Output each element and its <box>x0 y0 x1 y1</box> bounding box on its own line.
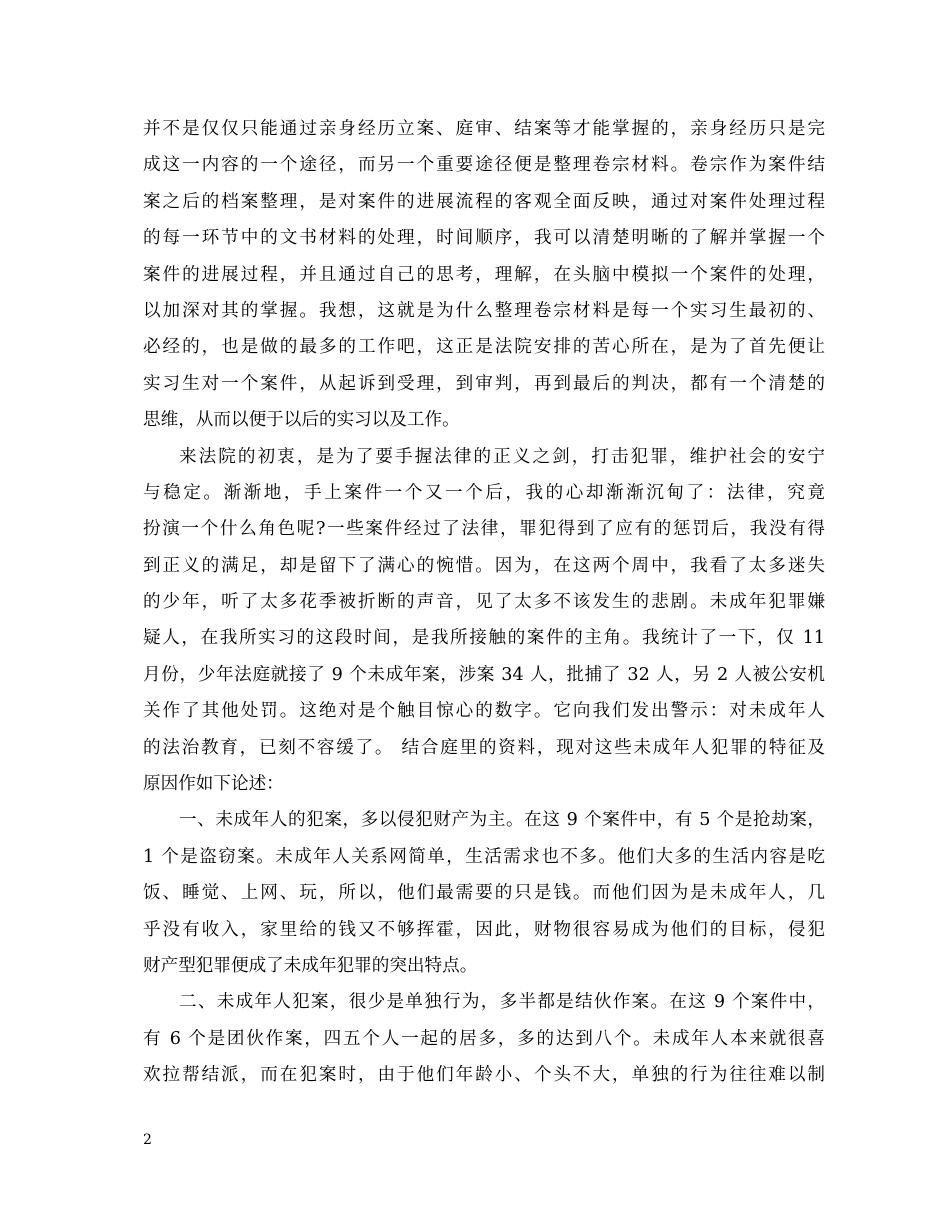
text-line: 关作了其他处罚。这绝对是个触目惊心的数字。它向我们发出警示：对未成年人 <box>143 701 825 722</box>
text-line: 一、未成年人的犯案，多以侵犯财产为主。在这 9 个案件中，有 5 个是抢劫案， <box>179 810 825 831</box>
text-line: 二、未成年人犯案，很少是单独行为，多半都是结伙作案。在这 9 个案件中， <box>179 992 825 1013</box>
text-line: 案之后的档案整理，是对案件的进展流程的客观全面反映，通过对案件处理过程 <box>143 191 825 212</box>
text-line: 疑人，在我所实习的这段时间，是我所接触的案件的主角。我统计了一下，仅 11 <box>143 628 825 649</box>
text-line: 的少年，听了太多花季被折断的声音，见了太多不该发生的悲剧。未成年犯罪嫌 <box>143 592 825 613</box>
text-line: 饭、睡觉、上网、玩，所以，他们最需要的只是钱。而他们因为是未成年人，几 <box>143 883 825 904</box>
text-line: 的法治教育，已刻不容缓了。 结合庭里的资料，现对这些未成年人犯罪的特征及 <box>143 737 825 758</box>
text-line: 实习生对一个案件，从起诉到受理，到审判，再到最后的判决，都有一个清楚的 <box>143 373 825 394</box>
text-line: 以加深对其的掌握。我想，这就是为什么整理卷宗材料是每一个实习生最初的、 <box>143 300 825 321</box>
text-line: 有 6 个是团伙作案，四五个人一起的居多，多的达到八个。未成年人本来就很喜 <box>143 1028 825 1049</box>
text-line: 月份，少年法庭就接了 9 个未成年案，涉案 34 人，批捕了 32 人，另 2 人被公安机 <box>143 664 825 685</box>
text-line: 1 个是盗窃案。未成年人关系网简单，生活需求也不多。他们大多的生活内容是吃 <box>143 846 825 867</box>
body-text <box>143 111 825 1094</box>
text-line: 成这一内容的一个途径，而另一个重要途径便是整理卷宗材料。卷宗作为案件结 <box>143 155 825 176</box>
text-line: 并不是仅仅只能通过亲身经历立案、庭审、结案等才能掌握的，亲身经历只是完 <box>143 119 825 139</box>
text-line: 的每一环节中的文书材料的处理，时间顺序，我可以清楚明晰的了解并掌握一个 <box>143 228 825 249</box>
text-line: 原因作如下论述： <box>143 774 284 795</box>
text-line: 案件的进展过程，并且通过自己的思考，理解，在头脑中模拟一个案件的处理， <box>143 264 825 285</box>
page-number: 2 <box>143 1132 152 1148</box>
text-line: 乎没有收入，家里给的钱又不够挥霍，因此，财物很容易成为他们的目标，侵犯 <box>143 919 825 940</box>
text-line: 与稳定。渐渐地，手上案件一个又一个后，我的心却渐渐沉甸了：法律，究竟 <box>143 482 825 503</box>
text-line: 到正义的满足，却是留下了满心的惋惜。因为，在这两个周中，我看了太多迷失 <box>143 555 825 576</box>
text-line: 思维，从而以便于以后的实习以及工作。 <box>143 410 460 431</box>
text-line: 来法院的初衷，是为了要手握法律的正义之剑，打击犯罪，维护社会的安宁 <box>179 446 825 467</box>
text-line: 必经的，也是做的最多的工作吧，这正是法院安排的苦心所在，是为了首先便让 <box>143 337 825 358</box>
text-line: 欢拉帮结派，而在犯案时，由于他们年龄小、个头不大，单独的行为往往难以制 <box>143 1065 825 1086</box>
text-line: 财产型犯罪便成了未成年犯罪的突出特点。 <box>143 955 478 976</box>
text-line: 扮演一个什么角色呢?一些案件经过了法律，罪犯得到了应有的惩罚后，我没有得 <box>143 519 825 540</box>
